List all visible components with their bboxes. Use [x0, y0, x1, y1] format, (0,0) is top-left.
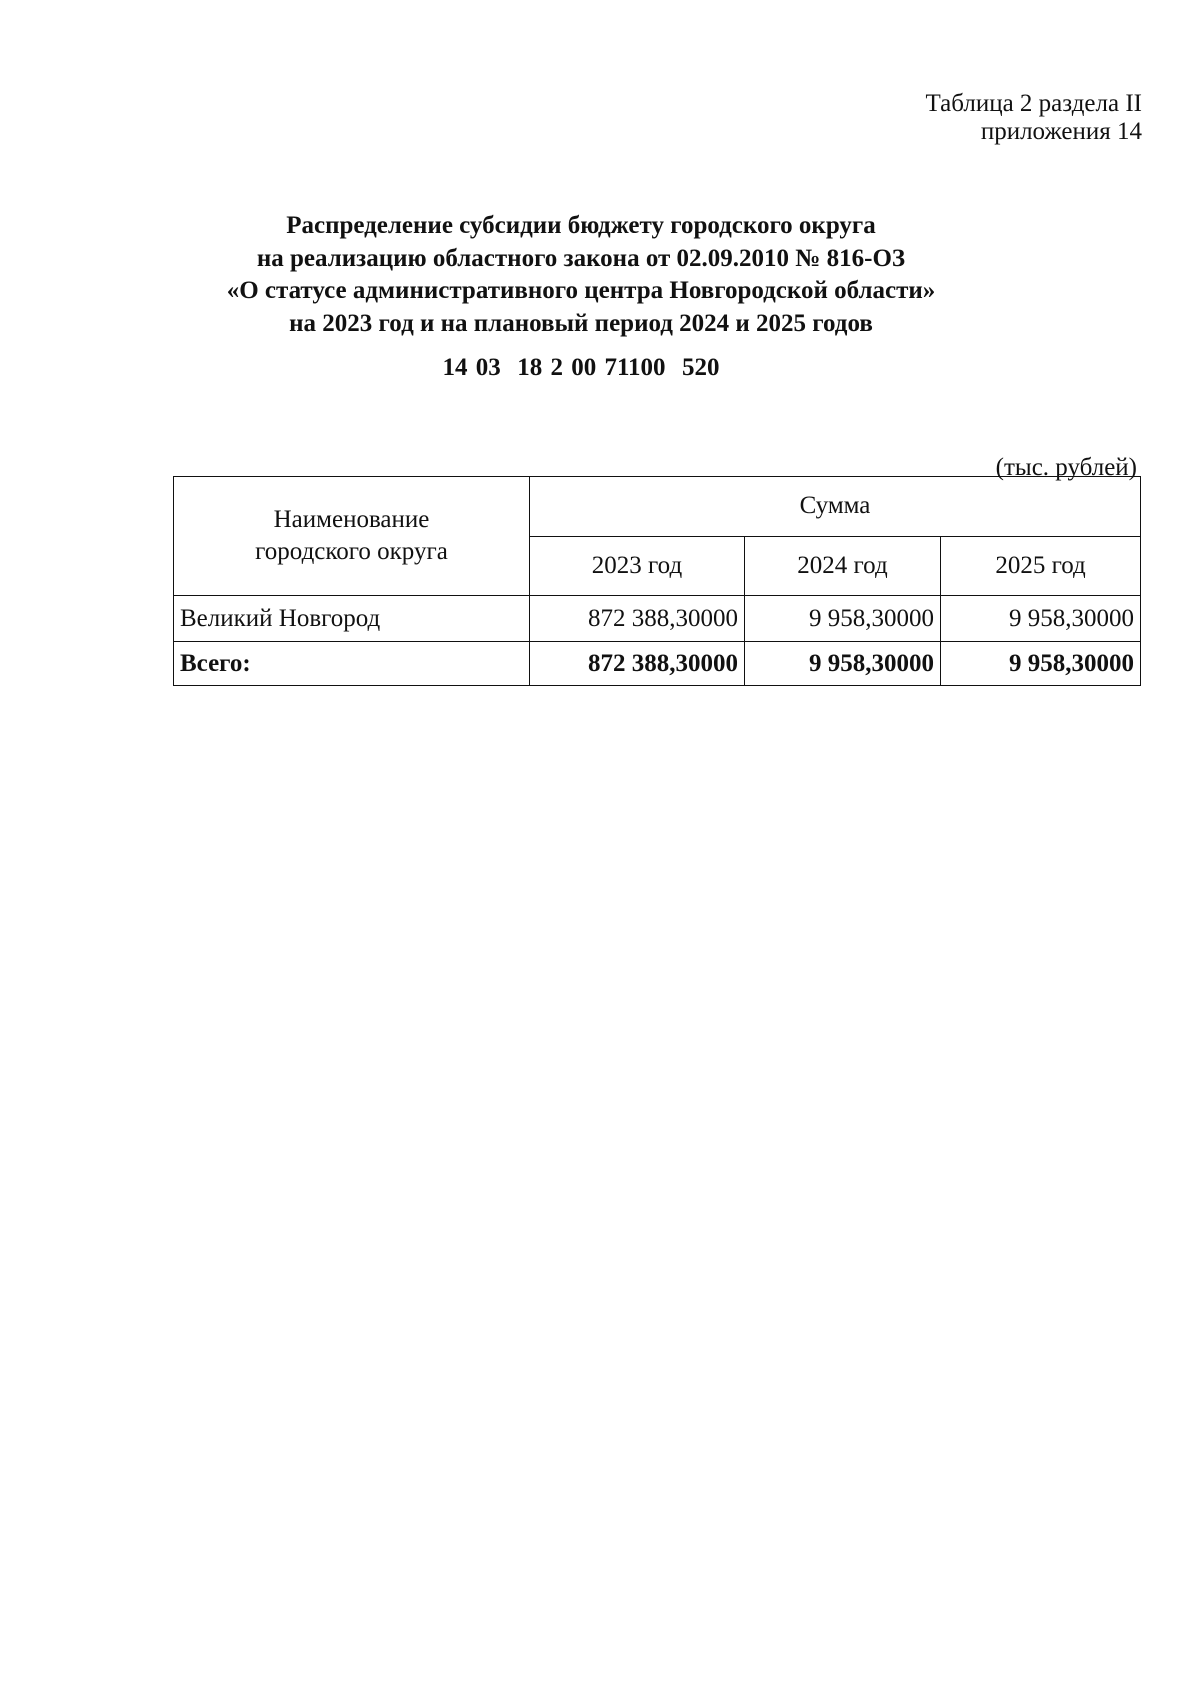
table-header-row [174, 477, 1141, 537]
document-title-line4: на 2023 год и на плановый период 2024 и 2025 годов [289, 309, 873, 337]
document-title-line2: на реализацию областного закона от 02.09.2010 № 816-ОЗ [256, 244, 906, 272]
appendix-reference [926, 90, 1142, 146]
value-cell-2024: 9 958,30000 [745, 596, 941, 642]
total-cell-2024: 9 958,30000 [745, 642, 941, 686]
total-cell-2025: 9 958,30000 [941, 642, 1141, 686]
name-column-header [174, 477, 530, 596]
year-header-2023: 2023 год [530, 536, 745, 596]
appendix-reference-line1: Таблица 2 раздела II [925, 90, 1142, 117]
units-label: (тыс. рублей) [995, 454, 1137, 481]
total-label-cell: Всего: [174, 642, 530, 686]
budget-classification-code: 14 03 18 2 00 71100 520 [442, 354, 720, 381]
value-cell-2025: 9 958,30000 [941, 596, 1141, 642]
district-name-cell: Великий Новгород [174, 596, 530, 642]
document-title-line1: Распределение субсидии бюджету городского округа [286, 212, 876, 239]
total-cell-2023: 872 388,30000 [530, 642, 745, 686]
year-header-2024: 2024 год [745, 536, 941, 596]
year-header-2025: 2025 год [941, 536, 1141, 596]
value-cell-2023: 872 388,30000 [530, 596, 745, 642]
name-column-header-line2: городского округа [255, 538, 448, 565]
table-row [174, 596, 1141, 642]
total-row [174, 642, 1141, 686]
name-column-header-line1: Наименование [273, 506, 430, 533]
sum-column-header: Сумма [530, 477, 1141, 537]
document-title [160, 210, 1002, 340]
document-title-line3: «О статусе административного центра Новгородской области» [226, 277, 936, 304]
subsidy-distribution-table [173, 476, 1141, 686]
appendix-reference-line2: приложения 14 [980, 118, 1142, 145]
